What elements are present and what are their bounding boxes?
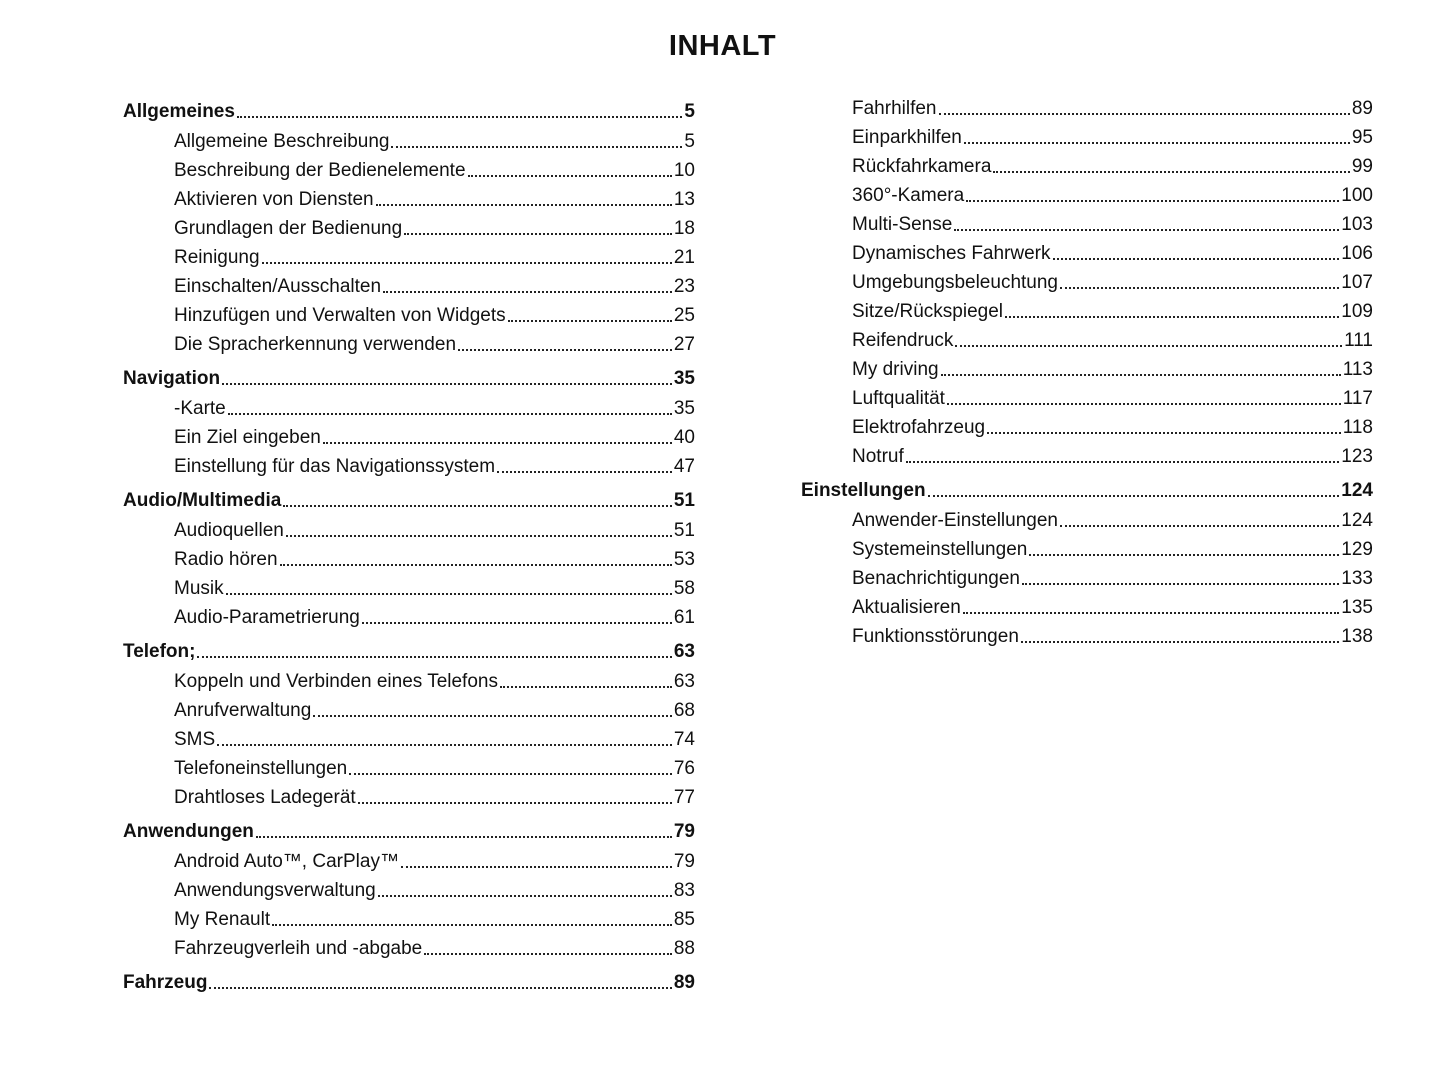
toc-page-number: 89: [673, 972, 695, 993]
dot-leader: [349, 773, 672, 775]
dot-leader: [228, 413, 672, 415]
dot-leader: [941, 374, 1341, 376]
toc-page-number: 51: [673, 520, 695, 541]
dot-leader: [222, 383, 672, 385]
dot-leader: [401, 866, 672, 868]
toc-entry-label: SMS: [174, 729, 216, 750]
toc-page-number: 83: [673, 880, 695, 901]
dot-leader: [987, 432, 1341, 434]
toc-section-entry[interactable]: [123, 637, 695, 666]
dot-leader: [964, 142, 1350, 144]
toc-page-number: 124: [1341, 510, 1373, 531]
toc-entry-label: Hinzufügen und Verwalten von Widgets: [174, 305, 506, 326]
toc-entry-label: Benachrichtigungen: [852, 568, 1020, 589]
toc-entry-label: Navigation: [123, 368, 221, 389]
toc-section-entry[interactable]: [123, 817, 695, 846]
toc-entry-label: Grundlagen der Bedienung: [174, 218, 403, 239]
toc-page-number: 88: [673, 938, 695, 959]
toc-entry-label: Anwendungen: [123, 821, 254, 842]
toc-entry[interactable]: [123, 754, 695, 783]
toc-entry[interactable]: [801, 326, 1373, 355]
toc-entry[interactable]: [801, 384, 1373, 413]
dot-leader: [286, 535, 672, 537]
toc-entry-label: Audio/Multimedia: [123, 490, 282, 511]
toc-entry-label: Audio-Parametrierung: [174, 607, 360, 628]
toc-entry[interactable]: [801, 593, 1373, 622]
dot-leader: [280, 564, 672, 566]
toc-entry-label: Drahtloses Ladegerät: [174, 787, 356, 808]
toc-column-left: [123, 97, 695, 997]
toc-section-entry[interactable]: [123, 486, 695, 515]
toc-entry[interactable]: [801, 268, 1373, 297]
toc-page-number: 51: [673, 490, 695, 511]
toc-entry-label: Notruf: [852, 446, 904, 467]
toc-page-number: 117: [1342, 388, 1373, 409]
toc-page-number: 113: [1342, 359, 1373, 380]
toc-page-number: 35: [673, 368, 695, 389]
toc-entry[interactable]: [801, 297, 1373, 326]
toc-section-entry[interactable]: [123, 364, 695, 393]
toc-page-number: 107: [1341, 272, 1373, 293]
dot-leader: [939, 113, 1350, 115]
toc-entry[interactable]: [801, 181, 1373, 210]
toc-page-number: 5: [684, 131, 695, 152]
dot-leader: [404, 233, 672, 235]
toc-entry-label: Sitze/Rückspiegel: [852, 301, 1004, 322]
dot-leader: [1022, 583, 1339, 585]
toc-entry[interactable]: [123, 603, 695, 632]
toc-entry[interactable]: [801, 94, 1373, 123]
toc-entry[interactable]: [123, 696, 695, 725]
toc-entry-label: Einstellungen: [801, 480, 926, 501]
toc-page-number: 25: [673, 305, 695, 326]
toc-entry[interactable]: [123, 423, 695, 452]
toc-entry[interactable]: [801, 564, 1373, 593]
toc-entry[interactable]: [123, 516, 695, 545]
toc-entry-label: Allgemeine Beschreibung: [174, 131, 390, 152]
toc-entry-label: Fahrhilfen: [852, 98, 937, 119]
toc-page-number: 63: [673, 671, 695, 692]
toc-page-number: 13: [673, 189, 695, 210]
dot-leader: [391, 146, 682, 148]
toc-page-number: 111: [1344, 330, 1373, 351]
dot-leader: [1021, 641, 1339, 643]
toc-entry-label: Multi-Sense: [852, 214, 953, 235]
toc-entry[interactable]: [123, 127, 695, 156]
toc-page-number: 109: [1341, 301, 1373, 322]
toc-page-number: 133: [1341, 568, 1373, 589]
toc-page-number: 118: [1342, 417, 1373, 438]
toc-entry[interactable]: [123, 330, 695, 359]
dot-leader: [197, 656, 671, 658]
toc-page-number: 129: [1341, 539, 1373, 560]
toc-entry-label: Android Auto™, CarPlay™: [174, 851, 399, 872]
dot-leader: [906, 461, 1340, 463]
dot-leader: [424, 953, 672, 955]
toc-entry[interactable]: [123, 243, 695, 272]
toc-entry-label: Koppeln und Verbinden eines Telefons: [174, 671, 498, 692]
dot-leader: [383, 291, 672, 293]
toc-entry[interactable]: [123, 545, 695, 574]
dot-leader: [1060, 525, 1339, 527]
toc-entry[interactable]: [123, 394, 695, 423]
toc-entry-label: Die Spracherkennung verwenden: [174, 334, 457, 355]
dot-leader: [376, 204, 672, 206]
dot-leader: [500, 686, 672, 688]
toc-page-number: 18: [673, 218, 695, 239]
toc-entry-label: Dynamisches Fahrwerk: [852, 243, 1051, 264]
toc-page-number: 77: [673, 787, 695, 808]
toc-entry-label: Umgebungsbeleuchtung: [852, 272, 1058, 293]
toc-page-number: 138: [1341, 626, 1373, 647]
toc-page-number: 103: [1341, 214, 1373, 235]
toc-entry-label: Telefon;: [123, 641, 196, 662]
toc-page-number: 95: [1351, 127, 1373, 148]
toc-page-number: 124: [1341, 480, 1373, 501]
toc-entry[interactable]: [801, 535, 1373, 564]
dot-leader: [993, 171, 1349, 173]
dot-leader: [226, 593, 672, 595]
dot-leader: [966, 200, 1339, 202]
dot-leader: [947, 403, 1341, 405]
toc-entry[interactable]: [123, 847, 695, 876]
toc-page-number: 10: [673, 160, 695, 181]
dot-leader: [1053, 258, 1340, 260]
toc-entry-label: Allgemeines: [123, 101, 235, 122]
toc-page-number: 53: [673, 549, 695, 570]
toc-entry-label: -Karte: [174, 398, 226, 419]
toc-page-number: 68: [673, 700, 695, 721]
dot-leader: [378, 895, 672, 897]
toc-page-number: 76: [673, 758, 695, 779]
toc-page-number: 99: [1351, 156, 1373, 177]
toc-entry-label: Systemeinstellungen: [852, 539, 1028, 560]
toc-column-right: [801, 94, 1373, 651]
toc-entry-label: Einparkhilfen: [852, 127, 962, 148]
toc-entry[interactable]: [801, 355, 1373, 384]
toc-entry[interactable]: [801, 239, 1373, 268]
toc-page-number: 63: [673, 641, 695, 662]
toc-page-number: 100: [1341, 185, 1373, 206]
dot-leader: [928, 495, 1340, 497]
toc-entry[interactable]: [123, 934, 695, 963]
toc-entry[interactable]: [801, 622, 1373, 651]
toc-entry[interactable]: [123, 574, 695, 603]
toc-entry[interactable]: [801, 210, 1373, 239]
toc-entry[interactable]: [123, 667, 695, 696]
toc-page-number: 106: [1341, 243, 1373, 264]
toc-entry[interactable]: [801, 506, 1373, 535]
toc-entry[interactable]: [123, 214, 695, 243]
toc-page-number: 47: [673, 456, 695, 477]
toc-entry-label: Fahrzeug: [123, 972, 208, 993]
dot-leader: [508, 320, 672, 322]
toc-entry-label: Telefoneinstellungen: [174, 758, 348, 779]
toc-entry-label: Anwendungsverwaltung: [174, 880, 376, 901]
toc-entry-label: My Renault: [174, 909, 271, 930]
toc-page-number: 61: [673, 607, 695, 628]
dot-leader: [272, 924, 672, 926]
dot-leader: [1029, 554, 1339, 556]
toc-entry-label: Rückfahrkamera: [852, 156, 992, 177]
toc-section-entry[interactable]: [801, 476, 1373, 505]
dot-leader: [1060, 287, 1339, 289]
toc-entry[interactable]: [123, 301, 695, 330]
toc-entry-label: Beschreibung der Bedienelemente: [174, 160, 466, 181]
toc-entry-label: 360°-Kamera: [852, 185, 965, 206]
dot-leader: [217, 744, 672, 746]
toc-entry-label: Anwender-Einstellungen: [852, 510, 1058, 531]
dot-leader: [963, 612, 1340, 614]
dot-leader: [358, 802, 672, 804]
toc-entry-label: Elektrofahrzeug: [852, 417, 986, 438]
toc-page-number: 23: [673, 276, 695, 297]
toc-entry[interactable]: [801, 152, 1373, 181]
toc-entry[interactable]: [801, 123, 1373, 152]
toc-entry[interactable]: [123, 725, 695, 754]
toc-entry-label: Aktualisieren: [852, 597, 961, 618]
toc-entry-label: Anrufverwaltung: [174, 700, 312, 721]
toc-entry[interactable]: [123, 156, 695, 185]
toc-entry[interactable]: [123, 452, 695, 481]
toc-section-entry[interactable]: [123, 968, 695, 997]
toc-page-number: 27: [673, 334, 695, 355]
dot-leader: [362, 622, 672, 624]
toc-page-number: 58: [673, 578, 695, 599]
toc-entry[interactable]: [123, 783, 695, 812]
toc-entry-label: Einstellung für das Navigationssystem: [174, 456, 496, 477]
dot-leader: [458, 349, 672, 351]
dot-leader: [468, 175, 672, 177]
toc-entry-label: Musik: [174, 578, 224, 599]
toc-page-number: 123: [1341, 446, 1373, 467]
toc-page-number: 40: [673, 427, 695, 448]
toc-page-number: 79: [673, 821, 695, 842]
dot-leader: [256, 836, 672, 838]
toc-page-number: 79: [673, 851, 695, 872]
toc-page-number: 135: [1341, 597, 1373, 618]
dot-leader: [954, 229, 1339, 231]
toc-entry-label: Radio hören: [174, 549, 278, 570]
dot-leader: [497, 471, 672, 473]
dot-leader: [323, 442, 672, 444]
toc-entry-label: Fahrzeugverleih und -abgabe: [174, 938, 423, 959]
toc-entry[interactable]: [123, 876, 695, 905]
toc-page-number: 21: [673, 247, 695, 268]
toc-entry[interactable]: [123, 272, 695, 301]
dot-leader: [313, 715, 672, 717]
toc-entry-label: My driving: [852, 359, 939, 380]
dot-leader: [1005, 316, 1339, 318]
toc-entry-label: Funktionsstörungen: [852, 626, 1019, 647]
dot-leader: [262, 262, 672, 264]
toc-entry-label: Einschalten/Ausschalten: [174, 276, 382, 297]
toc-entry-label: Aktivieren von Diensten: [174, 189, 374, 210]
dot-leader: [209, 987, 671, 989]
toc-entry[interactable]: [801, 413, 1373, 442]
toc-entry-label: Reinigung: [174, 247, 260, 268]
toc-entry-label: Luftqualität: [852, 388, 945, 409]
dot-leader: [283, 505, 672, 507]
dot-leader: [237, 116, 682, 118]
toc-section-entry[interactable]: [123, 97, 695, 126]
toc-entry-label: Ein Ziel eingeben: [174, 427, 321, 448]
dot-leader: [955, 345, 1342, 347]
toc-entry[interactable]: [801, 442, 1373, 471]
toc-page-number: 89: [1351, 98, 1373, 119]
toc-entry-label: Audioquellen: [174, 520, 284, 541]
toc-page-number: 85: [673, 909, 695, 930]
toc-entry[interactable]: [123, 905, 695, 934]
toc-entry-label: Reifendruck: [852, 330, 954, 351]
toc-page-number: 5: [684, 101, 695, 122]
toc-entry[interactable]: [123, 185, 695, 214]
toc-page-number: 74: [673, 729, 695, 750]
page-title: INHALT: [668, 30, 777, 62]
toc-page-number: 35: [673, 398, 695, 419]
